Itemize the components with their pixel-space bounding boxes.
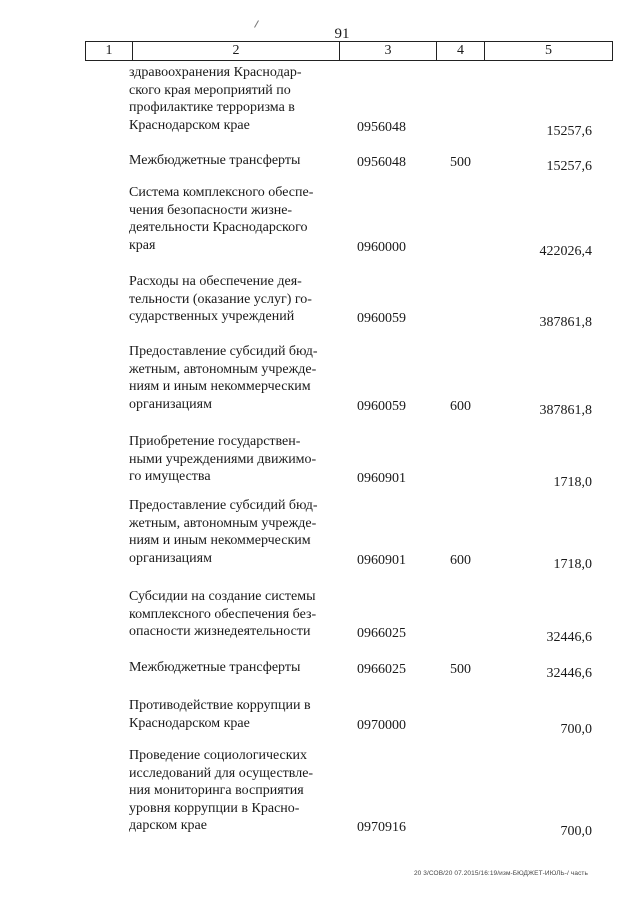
row-description: [129, 659, 340, 677]
description-line: Противодействие коррупции в: [129, 698, 311, 713]
row-description: [129, 273, 340, 326]
row-code: 0960059: [357, 398, 406, 414]
row-amount: 700,0: [560, 721, 592, 737]
description-line: Система комплексного обеспе-: [129, 185, 314, 200]
description-line: опасности жизнедеятельности: [129, 624, 311, 639]
row-description: [129, 697, 340, 732]
description-line: здравоохранения Краснодар-: [129, 65, 302, 80]
description-line: чения безопасности жизне-: [129, 202, 293, 218]
description-line: ными учреждениями движимо-: [129, 451, 317, 467]
description-line: Предоставление субсидий бюд-: [129, 344, 318, 359]
col-header-3: 3: [340, 42, 437, 61]
description-line: дарском крае: [129, 818, 207, 833]
description-line: ния мониторинга восприятия: [129, 783, 304, 798]
row-description: [129, 588, 340, 641]
row-amount: 1718,0: [553, 475, 592, 490]
row-code: 0970000: [357, 717, 406, 733]
description-line: жетным, автономным учрежде-: [129, 515, 317, 531]
row-description: [129, 64, 340, 134]
row-amount: 387861,8: [539, 315, 592, 330]
row-description: [129, 497, 340, 567]
row-code: 0960059: [357, 311, 406, 326]
description-line: Краснодарском крае: [129, 117, 250, 133]
row-description: [129, 343, 340, 413]
description-line: Краснодарском крае: [129, 715, 250, 731]
row-code: 0966025: [357, 662, 406, 677]
row-description: [129, 184, 340, 254]
row-amount: 15257,6: [546, 123, 592, 139]
row-amount: 422026,4: [539, 243, 592, 259]
page-number: 91: [334, 26, 350, 42]
row-description: [129, 747, 340, 835]
description-line: тельности (оказание услуг) го-: [129, 291, 312, 307]
row-amount: 15257,6: [546, 159, 592, 174]
description-line: комплексного обеспечения без-: [129, 606, 317, 622]
col-header-4: 4: [437, 42, 485, 61]
row-expense-type: 500: [450, 662, 471, 677]
description-line: Предоставление субсидий бюд-: [129, 498, 318, 513]
row-code: 0960901: [357, 471, 406, 486]
row-amount: 1718,0: [553, 556, 592, 572]
row-code: 0966025: [357, 626, 406, 641]
description-line: ского края мероприятий по: [129, 82, 291, 98]
row-amount: 32446,6: [546, 630, 592, 645]
row-description: [129, 433, 340, 486]
row-code: 0970916: [357, 820, 406, 835]
document-footer: 20 3/СОВ/20 07.2015/16:19/изм-БЮДЖЕТ-ИЮЛЬ-/ часть: [413, 870, 588, 877]
description-line: го имущества: [129, 469, 211, 484]
row-code: 0960901: [357, 552, 406, 568]
description-line: Межбюджетные трансферты: [129, 153, 301, 168]
description-line: сударственных учреждений: [129, 309, 295, 324]
description-line: Межбюджетные трансферты: [129, 660, 301, 675]
description-line: деятельности Краснодарского: [129, 220, 308, 235]
row-code: 0956048: [357, 155, 406, 170]
column-header-row: [85, 41, 613, 61]
description-line: Расходы на обеспечение дея-: [129, 274, 302, 289]
description-line: Субсидии на создание системы: [129, 589, 316, 604]
row-expense-type: 600: [450, 398, 471, 414]
col-header-2: 2: [133, 42, 340, 61]
description-line: организациям: [129, 550, 212, 566]
row-expense-type: 500: [450, 155, 471, 170]
row-amount: 32446,6: [546, 666, 592, 681]
description-line: ниям и иным некоммерческим: [129, 533, 311, 548]
description-line: организациям: [129, 396, 212, 412]
row-description: [129, 152, 340, 170]
description-line: жетным, автономным учрежде-: [129, 361, 317, 377]
description-line: исследований для осуществле-: [129, 765, 314, 781]
row-amount: 700,0: [560, 824, 592, 839]
col-header-1: 1: [86, 42, 133, 61]
description-line: ниям и иным некоммерческим: [129, 379, 311, 394]
description-line: профилактике терроризма в: [129, 100, 295, 115]
row-code: 0956048: [357, 119, 406, 135]
row-code: 0960000: [357, 239, 406, 255]
row-expense-type: 600: [450, 552, 471, 568]
description-line: уровня коррупции в Красно-: [129, 800, 300, 816]
description-line: Проведение социологических: [129, 748, 308, 763]
row-amount: 387861,8: [539, 402, 592, 418]
col-header-5: 5: [485, 42, 613, 61]
description-line: Приобретение государствен-: [129, 434, 301, 449]
description-line: края: [129, 237, 156, 253]
